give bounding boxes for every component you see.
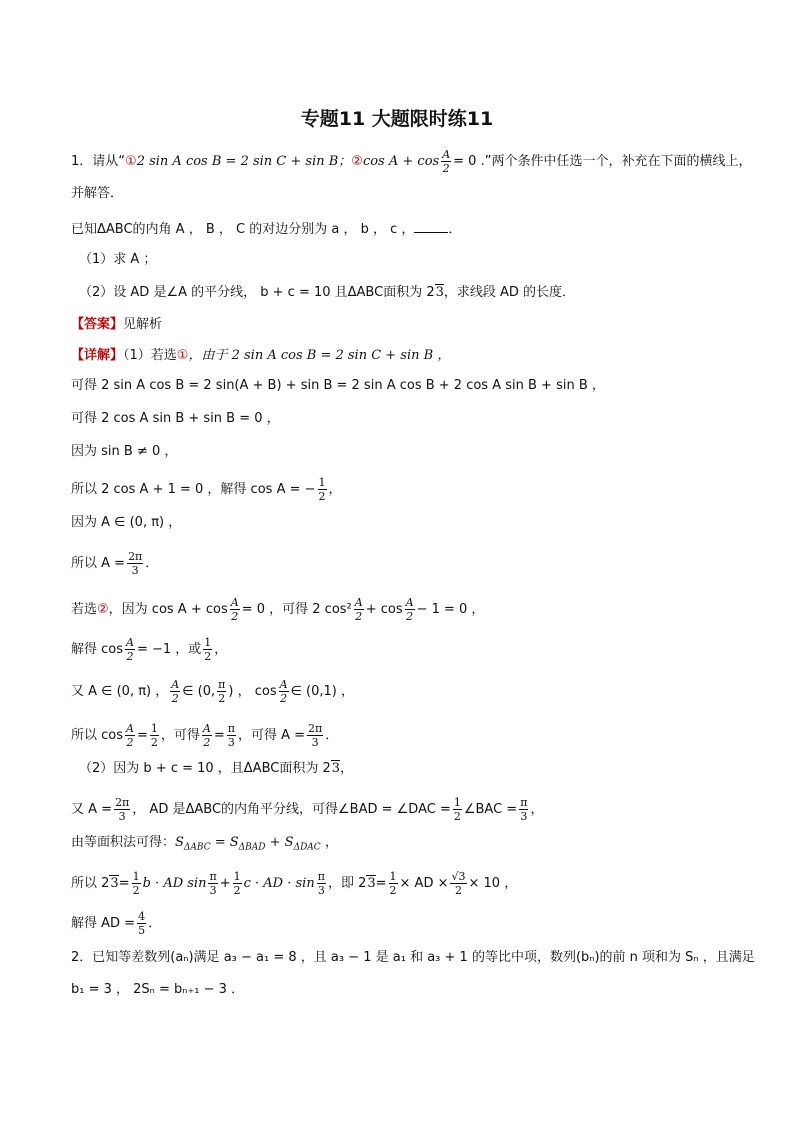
q1-line1: 1．请从“①2 sin A cos B = 2 sin C + sin B；②cos A + cos $\frac{A}{2}$ = 0 .”两个条件中任选一个，补充在下面的横线上， <box>71 148 752 175</box>
q1-line2: 并解答． <box>71 186 124 201</box>
detail-line11: 所以 cos $\frac{A}{2}$ = $\frac{1}{2}$ ，可得 $\frac{A}{2}$ = $\frac{\pi}{3}$ ，可得 A = $\frac{2\pi}{3}$ ． <box>71 722 339 749</box>
q1-part1: （1）求 A ； <box>79 252 157 267</box>
detail-line12: （2）因为 b + c = 10 ，且ΔABC面积为 23， <box>79 761 354 776</box>
option1-marker: ① <box>125 154 137 169</box>
answer-line: 【答案】见解析 <box>71 317 163 332</box>
page-title: 专题11 大题限时练11 <box>300 108 494 130</box>
q1-part2: （2）设 AD 是∠A 的平分线， b + c = 10 且ΔABC面积为 23，求线段 AD 的长度． <box>79 285 576 300</box>
answer-tag: 【答案】 <box>71 317 124 332</box>
detail-line4: 因为 sin B ≠ 0 ， <box>71 444 178 459</box>
detail-line5: 所以 2 cos A + 1 = 0 ，解得 cos A = − $\frac{1}{2}$ ， <box>71 476 342 503</box>
detail-line1: 【详解】（1）若选①，由于 2 sin A cos B = 2 sin C + sin B ， <box>71 348 451 363</box>
q2-line1: 2．已知等差数列(aₙ)满足 a₃ − a₁ = 8 ，且 a₃ − 1 是 a₁ 和 a₃ + 1 的等比中项，数列(bₙ)的前 n 项和为 Sₙ ，且满足 <box>71 950 755 965</box>
option2-marker: ② <box>351 154 363 169</box>
q2-line2: b₁ = 3 ， 2Sₙ = bₙ₊₁ − 3 ． <box>71 982 245 997</box>
detail-line8: 若选②，因为 cos A + cos $\frac{A}{2}$ = 0 ，可得 2 cos² $\frac{A}{2}$ + cos $\frac{A}{2}$ − 1 = 0 ， <box>71 596 485 623</box>
detail-line9: 解得 cos $\frac{A}{2}$ = −1 ，或 $\frac{1}{2}$ ， <box>71 636 228 663</box>
detail-line14: 由等面积法可得：$S_{\Delta ABC} = S_{\Delta BAD} + S_{\Delta DAC}$ ， <box>71 835 338 853</box>
fraction: $\frac{A}{2}$ <box>442 148 451 175</box>
detail-tag: 【详解】 <box>71 348 124 363</box>
detail-line16: 解得 AD = $\frac{4}{5}$ ． <box>71 910 162 937</box>
detail-line6: 因为 A ∈ (0, π) ， <box>71 515 182 530</box>
q1-line3: 已知ΔABC的内角 A ， B ， C 的对边分别为 a ， b ， c ， ． <box>71 222 462 237</box>
fraction: $\frac{1}{2}$ <box>318 476 326 503</box>
detail-line7: 所以 A = $\frac{2\pi}{3}$ ． <box>71 550 159 577</box>
detail-line15: 所以 23= $\frac{1}{2}$ b · AD sin $\frac{\pi}{3}$ + $\frac{1}{2}$ c · AD · sin $\frac{\pi}{3}$ ，即 23= $\frac{1}{2}$ × AD × $\frac{√3}{2}$ × 10 ， <box>71 870 518 897</box>
detail-line10: 又 A ∈ (0, π) ， $\frac{A}{2}$ ∈ (0, $\frac{\pi}{2}$ ) ， cos $\frac{A}{2}$ ∈ (0,1) ， <box>71 678 354 705</box>
fraction: $\frac{2\pi}{3}$ <box>128 550 143 577</box>
sqrt-3: 3 <box>435 285 444 300</box>
detail-line3: 可得 2 cos A sin B + sin B = 0 ， <box>71 411 280 426</box>
answer-blank <box>414 220 448 233</box>
detail-line13: 又 A = $\frac{2\pi}{3}$ ， AD 是ΔABC的内角平分线，可得∠BAD = ∠DAC = $\frac{1}{2}$ ∠BAC = $\frac{\pi}{3}$ ， <box>71 796 544 823</box>
detail-line2: 可得 2 sin A cos B = 2 sin(A + B) + sin B = 2 sin A cos B + 2 cos A sin B + sin B ， <box>71 378 605 393</box>
